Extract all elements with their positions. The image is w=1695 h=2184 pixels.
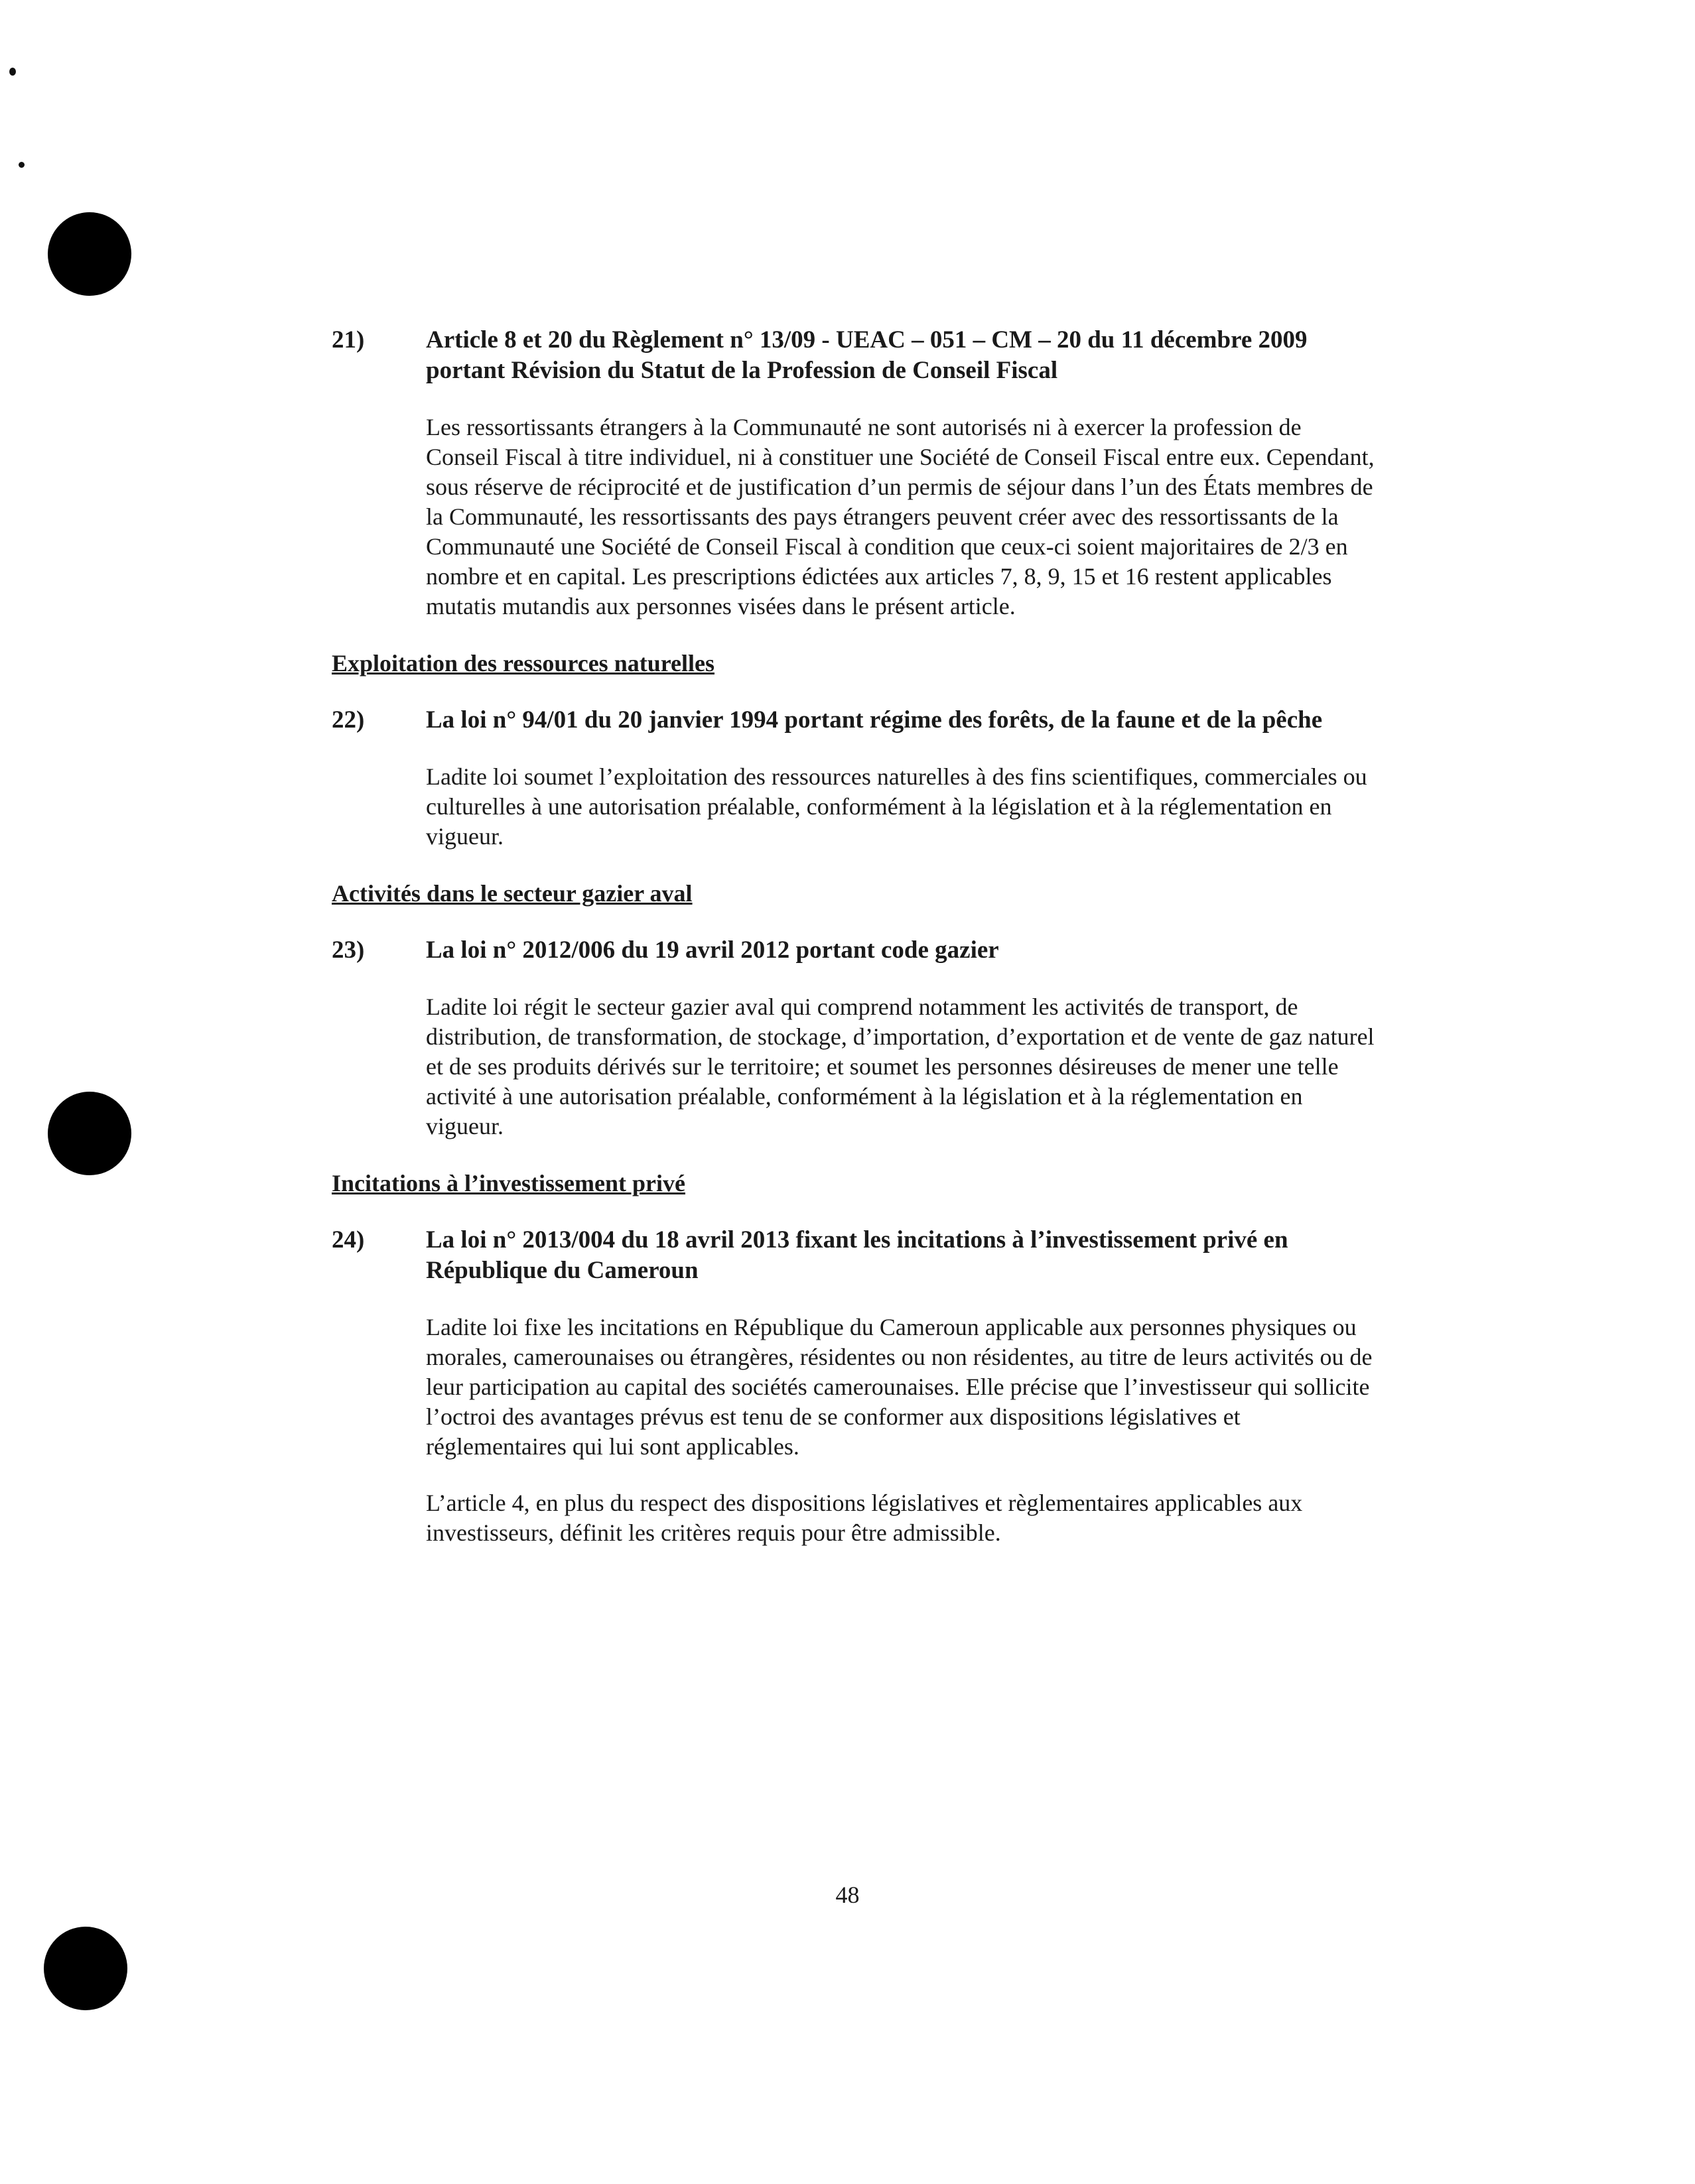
item-paragraph: L’article 4, en plus du respect des dispositions législatives et règlementaires applicables aux investisseurs, définit les critères requis pour être admissible. [426,1490,1303,1546]
section-heading: Exploitation des ressources naturelles [332,650,715,676]
item-paragraph: Ladite loi régit le secteur gazier aval qui comprend notamment les activités de transport, de distribution, de transformation, de stockage, d’importation, d’exportation et de vente de gaz naturel et de ses produits dérivés sur le territoire; et soumet les personnes désireuses de mener une telle activité à une autorisation préalable, conformément à la législation et à la réglementation en vigueur. [426,994,1375,1139]
section-heading: Activités dans le secteur gazier aval [332,880,693,907]
punch-hole-bottom [44,1927,127,2010]
punch-hole-middle [48,1092,131,1175]
item-paragraph: Ladite loi soumet l’exploitation des ressources naturelles à des fins scientifiques, commerciales ou culturelles à une autorisation préalable, conformément à la législation et à la réglementation en vigueur. [426,763,1367,850]
scan-speck [9,68,16,76]
item-22 [332,705,1380,852]
item-paragraph: Ladite loi fixe les incitations en République du Cameroun applicable aux personnes physiques ou morales, camerounaises ou étrangères, résidentes ou non résidentes, au titre de leurs activités ou de leur participation au capital des sociétés camerounaises. Elle précise que l’investisseur qui sollicite l’octroi des avantages prévus est tenu de se conformer aux dispositions législatives et réglementaires qui lui sont applicables. [426,1314,1373,1460]
page-number: 48 [835,1882,860,1908]
section-heading: Incitations à l’investissement privé [332,1170,685,1196]
item-title: La loi n° 2012/006 du 19 avril 2012 portant code gazier [426,936,999,964]
scan-speck [19,162,25,168]
item-title: La loi n° 2013/004 du 18 avril 2013 fixant les incitations à l’investissement privé en République du Cameroun [426,1226,1288,1284]
document-body [332,325,1380,1548]
item-title: Article 8 et 20 du Règlement n° 13/09 - UEAC – 051 – CM – 20 du 11 décembre 2009 portant Révision du Statut de la Profession de Conseil Fiscal [426,326,1308,384]
item-title: La loi n° 94/01 du 20 janvier 1994 portant régime des forêts, de la faune et de la pêche [426,706,1323,734]
item-21 [332,325,1380,621]
item-number: 23) [332,936,365,964]
item-paragraph: Les ressortissants étrangers à la Communauté ne sont autorisés ni à exercer la profession de Conseil Fiscal à titre individuel, ni à constituer une Société de Conseil Fiscal entre eux. Cependant, sous réserve de réciprocité et de justification d’un permis de séjour dans l’un des États membres de la Communauté, les ressortissants des pays étrangers peuvent créer avec des ressortissants de la Communauté une Société de Conseil Fiscal à condition que ceux-ci soient majoritaires de 2/3 en nombre et en capital. Les prescriptions édictées aux articles 7, 8, 9, 15 et 16 restent applicables mutatis mutandis aux personnes visées dans le présent article. [426,414,1375,619]
item-number: 22) [332,706,365,734]
item-23 [332,935,1380,1141]
item-number: 21) [332,326,365,353]
item-24 [332,1225,1380,1548]
punch-hole-top [48,212,131,296]
item-number: 24) [332,1226,365,1253]
